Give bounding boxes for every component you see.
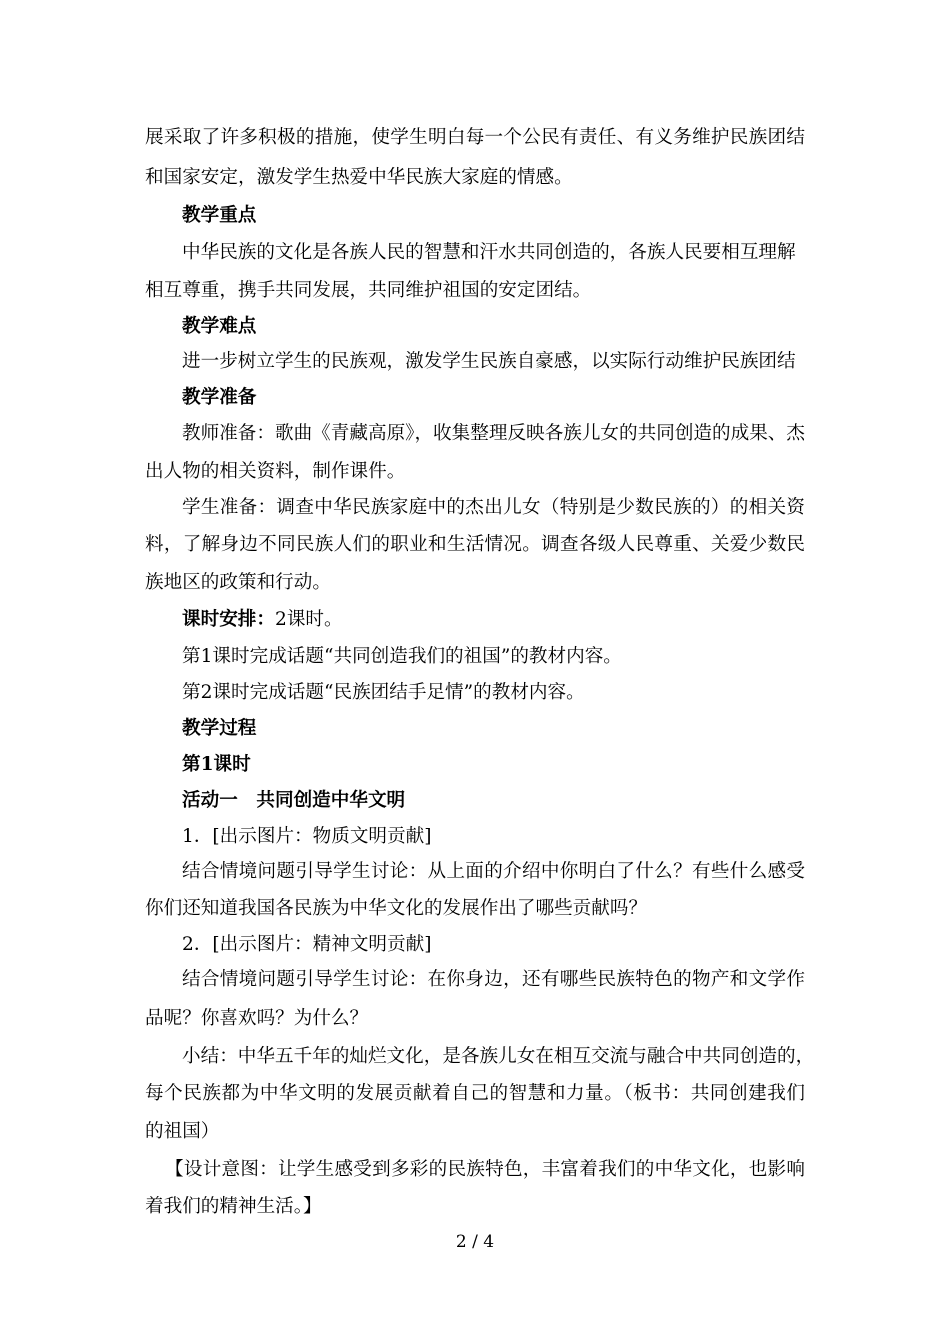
section-heading-preparation: 教学准备 (182, 387, 257, 408)
paragraph-line: 品呢？你喜欢吗？为什么？ (145, 1008, 369, 1029)
lesson-heading: 第1课时 (182, 754, 251, 775)
section-heading-process: 教学过程 (182, 718, 257, 739)
paragraph-line: 出人物的相关资料，制作课件。 (145, 461, 406, 482)
paragraph-line: 1．[出示图片：物质文明贡献] (182, 826, 432, 847)
schedule-value: 2课时。 (274, 609, 343, 630)
paragraph-line: 展采取了许多积极的措施，使学生明白每一个公民有责任、有义务维护民族团结 (145, 127, 805, 148)
activity-heading: 活动一 共同创造中华文明 (182, 790, 406, 811)
paragraph-line: 和国家安定，激发学生热爱中华民族大家庭的情感。 (145, 167, 573, 188)
paragraph-line: 教师准备：歌曲《青藏高原》，收集整理反映各族儿女的共同创造的成果、杰 (182, 423, 805, 444)
paragraph-line: 学生准备：调查中华民族家庭中的杰出儿女（特别是少数民族的）的相关资 (182, 497, 805, 518)
paragraph-line: 料，了解身边不同民族人们的职业和生活情况。调查各级人民尊重、关爱少数民 (145, 534, 805, 555)
design-intent-line: 【设计意图：让学生感受到多彩的民族特色，丰富着我们的中华文化，也影响 (165, 1159, 805, 1180)
paragraph-line: 你们还知道我国各民族为中华文化的发展作出了哪些贡献吗？ (145, 898, 648, 919)
paragraph-line: 的祖国） (145, 1121, 220, 1142)
section-heading-difficulties: 教学难点 (182, 316, 257, 337)
paragraph-line: 小结：中华五千年的灿烂文化，是各族儿女在相互交流与融合中共同创造的， (182, 1046, 815, 1067)
paragraph-line: 2．[出示图片：精神文明贡献] (182, 934, 432, 955)
page-number: 2 / 4 (455, 1232, 495, 1252)
paragraph-line: 相互尊重，携手共同发展，共同维护祖国的安定团结。 (145, 280, 592, 301)
schedule-line (182, 608, 842, 632)
paragraph-line: 族地区的政策和行动。 (145, 572, 331, 593)
paragraph-line: 中华民族的文化是各族人民的智慧和汗水共同创造的，各族人民要相互理解 (182, 242, 796, 263)
paragraph-line: 进一步树立学生的民族观，激发学生民族自豪感，以实际行动维护民族团结 (182, 351, 796, 372)
schedule-label: 课时安排： (182, 609, 275, 630)
paragraph-line: 结合情境问题引导学生讨论：从上面的介绍中你明白了什么？有些什么感受 (182, 861, 805, 882)
design-intent-line: 着我们的精神生活。】 (145, 1196, 322, 1217)
paragraph-line: 结合情境问题引导学生讨论：在你身边，还有哪些民族特色的物产和文学作 (182, 969, 805, 990)
paragraph-line: 每个民族都为中华文明的发展贡献着自己的智慧和力量。（板书：共同创建我们 (145, 1083, 805, 1104)
paragraph-line: 第2课时完成话题“民族团结手足情”的教材内容。 (182, 682, 585, 703)
paragraph-line: 第1课时完成话题“共同创造我们的祖国”的教材内容。 (182, 646, 622, 667)
section-heading-key-points: 教学重点 (182, 205, 257, 226)
